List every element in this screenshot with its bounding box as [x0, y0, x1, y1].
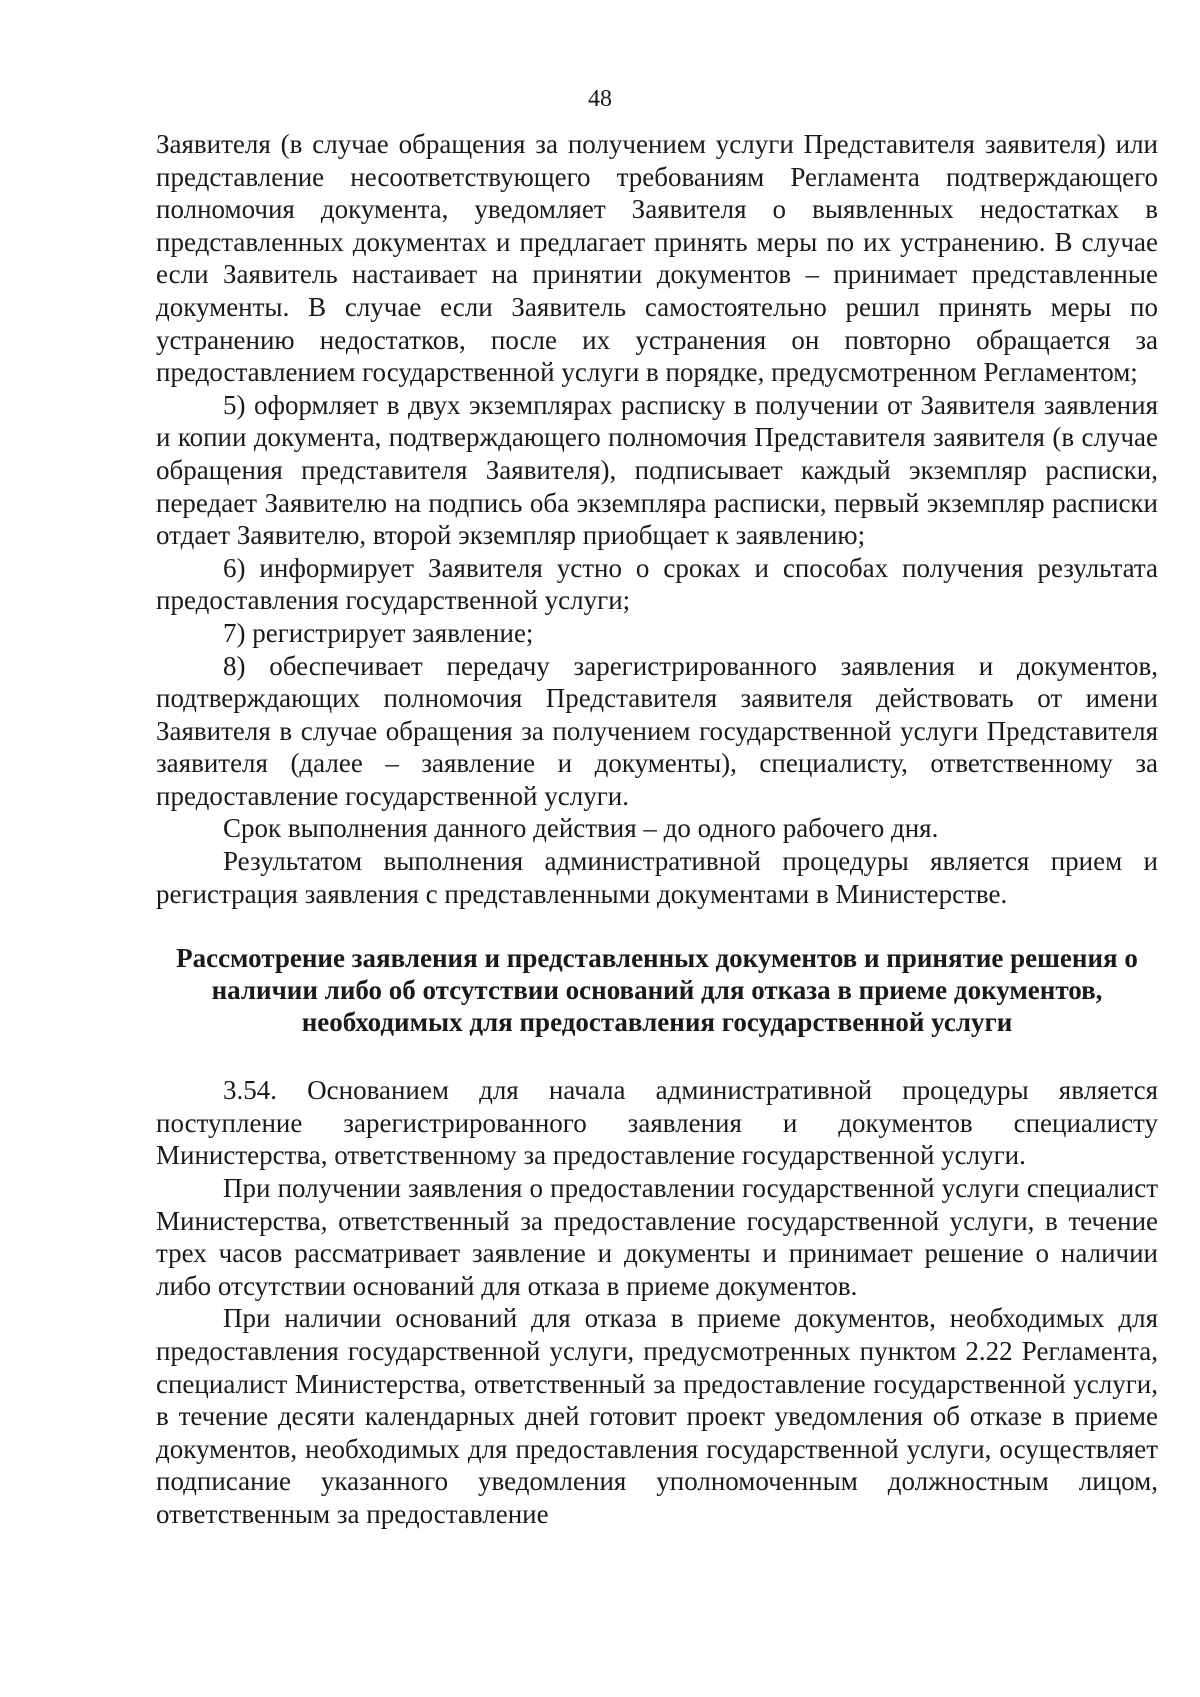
paragraph-continuation: Заявителя (в случае обращения за получением услуги Представителя заявителя) или представление несоответствующего требованиям Регламента подтверждающего полномочия документа, уведомляет Заявителя о выявленных недостатках в представленных документах и предлагает принять меры по их устранению. В случае если Заявитель настаивает на принятии документов – принимает представленные документы. В случае если Заявитель самостоятельно решил принять меры по устранению недостатков, после их устранения он повторно обращается за предоставлением государственной услуги в порядке, предусмотренном Регламентом;: [156, 129, 1158, 388]
paragraph-item-8: 8) обеспечивает передачу зарегистрированного заявления и документов, подтверждающих полномочия Представителя заявителя действовать от имени Заявителя в случае обращения за получением государственной услуги Представителя заявителя (далее – заявление и документы), специалисту, ответственному за предоставление государственной услуги.: [156, 650, 1158, 811]
paragraph-item-6: 6) информирует Заявителя устно о сроках и способах получения результата предоставления государственной услуги;: [156, 552, 1158, 616]
paragraph-item-5: 5) оформляет в двух экземплярах расписку в получении от Заявителя заявления и копии документа, подтверждающего полномочия Представителя заявителя (в случае обращения представителя Заявителя), подписывает каждый экземпляр расписки, передает Заявителю на подпись оба экземпляра расписки, первый экземпляр расписки отдает Заявителю, второй экземпляр приобщает к заявлению;: [156, 389, 1158, 551]
paragraph-refusal-grounds: При наличии оснований для отказа в приеме документов, необходимых для предоставления государственной услуги, предусмотренных пунктом 2.22 Регламента, специалист Министерства, ответственный за предоставление государственной услуги, в течение десяти календарных дней готовит проект уведомления об отказе в приеме документов, необходимых для предоставления государственной услуги, осуществляет подписание указанного уведомления уполномоченным должностным лицом, ответственным за предоставление: [156, 1303, 1158, 1529]
paragraph-review: При получении заявления о предоставлении государственной услуги специалист Министерства, ответственный за предоставление государственной услуги, в течение трех часов рассматривает заявление и документы и принимает решение о наличии либо отсутствии оснований для отказа в приеме документов.: [156, 1173, 1158, 1301]
document-body: [156, 128, 1158, 1531]
paragraph-deadline: Срок выполнения данного действия – до одного рабочего дня.: [223, 813, 939, 844]
section-heading: Рассмотрение заявления и представленных документов и принятие решения о наличии либо об отсутствии оснований для отказа в приеме документов, необходимых для предоставления государственной услуги: [176, 943, 1138, 1038]
paragraph-3-54: 3.54. Основанием для начала административной процедуры является поступление зарегистрированного заявления и документов специалисту Министерства, ответственному за предоставление государственной услуги.: [156, 1075, 1158, 1171]
paragraph-result: Результатом выполнения административной процедуры является прием и регистрация заявления с представленными документами в Министерстве.: [156, 846, 1158, 909]
paragraph-item-7: 7) регистрирует заявление;: [223, 617, 534, 648]
page-number: 48: [588, 86, 612, 112]
